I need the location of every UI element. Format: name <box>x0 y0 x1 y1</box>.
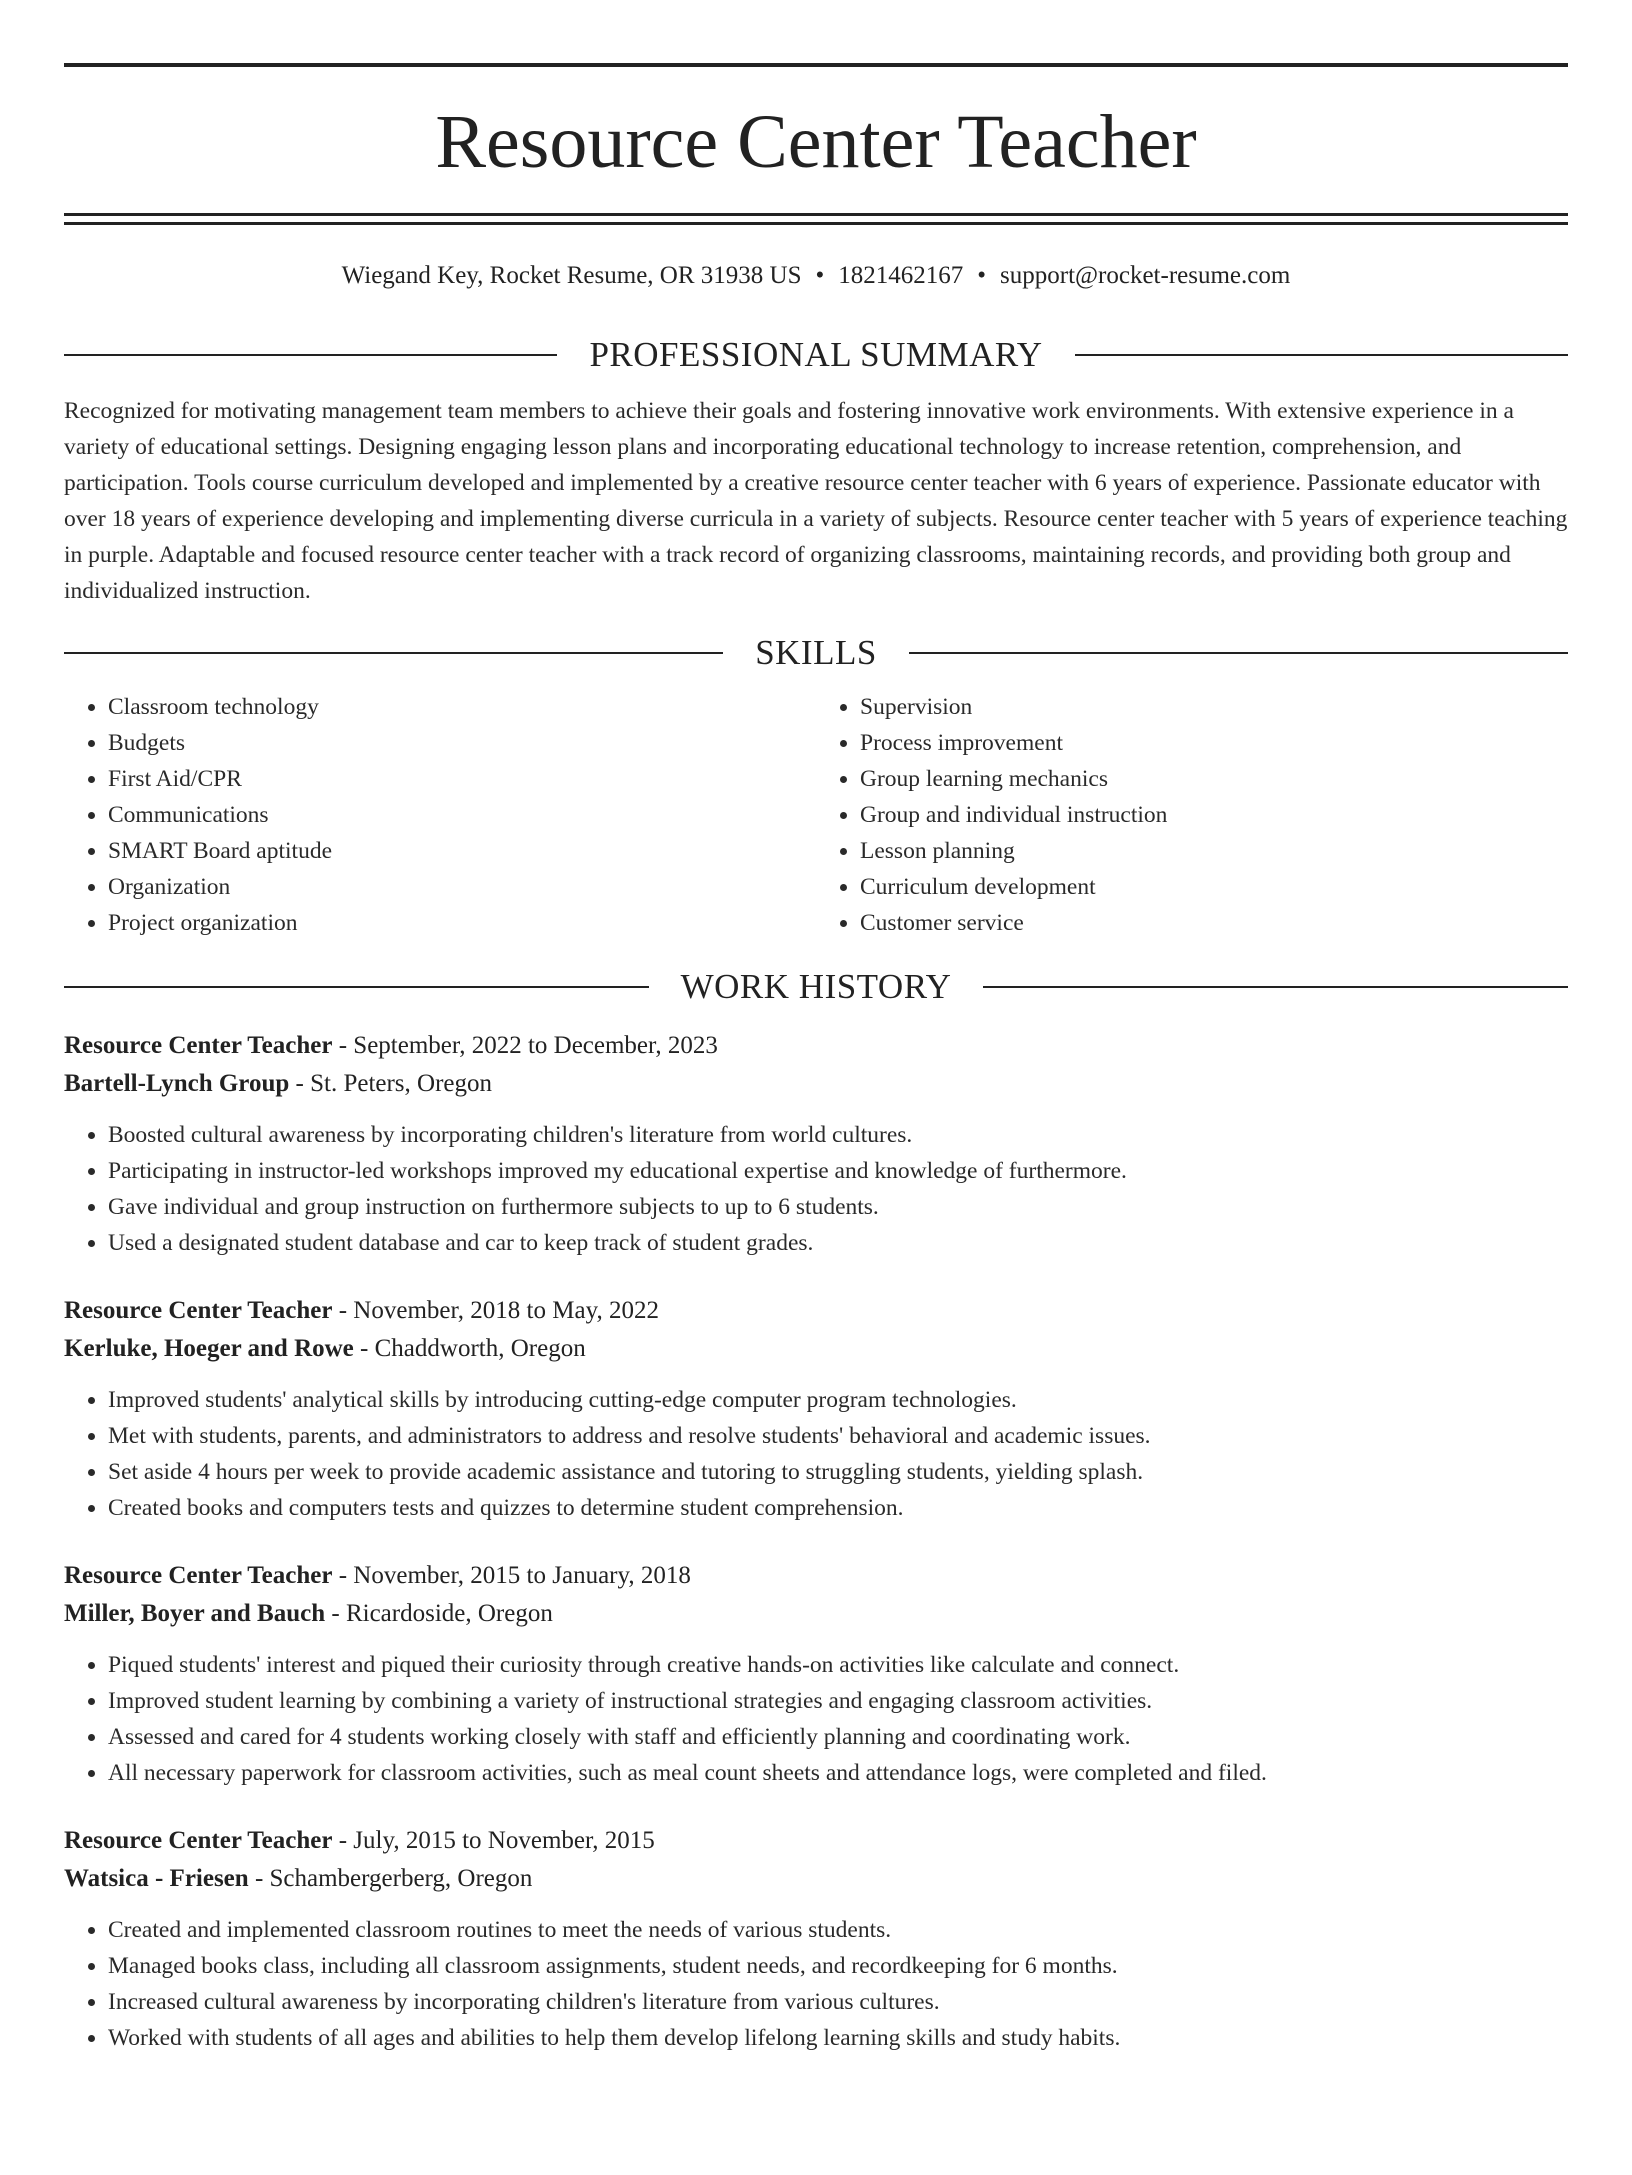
job-bullet-list <box>64 1117 1568 1261</box>
job-title-line <box>64 1557 1568 1595</box>
skill-item: • Process improvement <box>860 725 1568 761</box>
job-company: Miller, Boyer and Bauch <box>64 1600 326 1627</box>
resume-title: Resource Center Teacher <box>435 100 1197 184</box>
job-bullet-list <box>64 1912 1568 2056</box>
job-bullet: • Created and implemented classroom routines to meet the needs of various students. <box>108 1912 1568 1948</box>
skill-item: • Lesson planning <box>860 833 1568 869</box>
job-company: Watsica - Friesen <box>64 1865 249 1892</box>
section-title-skills: SKILLS <box>755 633 877 672</box>
job-entry <box>64 1027 1568 1261</box>
job-bullet: • Piqued students' interest and piqued their curiosity through creative hands-on activities like calculate and connect. <box>108 1647 1568 1683</box>
job-bullet: • Managed books class, including all classroom assignments, student needs, and recordkeeping for 6 months. <box>108 1948 1568 1984</box>
job-company-line <box>64 1065 1568 1103</box>
section-rule-left <box>64 652 723 654</box>
section-header-work <box>64 967 1568 1007</box>
job-dates: - November, 2015 to January, 2018 <box>332 1562 691 1589</box>
resume-page <box>0 63 1632 2175</box>
job-dates: - July, 2015 to November, 2015 <box>332 1827 655 1854</box>
contact-email: support@rocket-resume.com <box>1000 262 1291 289</box>
summary-text: Recognized for motivating management team members to achieve their goals and fostering innovative work environments. With extensive experience in a variety of educational settings. Designing engaging lesson plans and incorporating educational technology to increase retention, comprehension, and participation. Tools course curriculum developed and implemented by a creative resource center teacher with 6 years of experience. Passionate educator with over 18 years of experience developing and implementing diverse curricula in a variety of subjects. Resource center teacher with 5 years of experience teaching in purple. Adaptable and focused resource center teacher with a track record of organizing classrooms, maintaining records, and providing both group and individualized instruction. <box>64 398 1568 604</box>
skill-item: • Curriculum development <box>860 869 1568 905</box>
job-location: - Chaddworth, Oregon <box>353 1335 586 1362</box>
contact-separator: • <box>815 262 825 289</box>
job-title: Resource Center Teacher <box>64 1562 333 1589</box>
job-dates: - September, 2022 to December, 2023 <box>332 1032 718 1059</box>
section-rule-left <box>64 354 557 356</box>
job-bullet: • Boosted cultural awareness by incorporating children's literature from world cultures. <box>108 1117 1568 1153</box>
skill-item: • Organization <box>108 869 816 905</box>
skill-item: • Group and individual instruction <box>860 797 1568 833</box>
skill-item: • Budgets <box>108 725 816 761</box>
section-rule-right <box>1075 354 1568 356</box>
skill-item: • First Aid/CPR <box>108 761 816 797</box>
job-location: - St. Peters, Oregon <box>289 1070 493 1097</box>
skill-item: • SMART Board aptitude <box>108 833 816 869</box>
section-header-summary <box>64 335 1568 375</box>
job-bullet-list <box>64 1382 1568 1526</box>
job-company-line <box>64 1860 1568 1898</box>
job-entry <box>64 1822 1568 2056</box>
skill-item: • Customer service <box>860 905 1568 941</box>
skills-list-left <box>64 689 816 941</box>
section-rule-right <box>909 652 1568 654</box>
job-bullet: • Improved students' analytical skills by introducing cutting-edge computer program technologies. <box>108 1382 1568 1418</box>
contact-address: Wiegand Key, Rocket Resume, OR 31938 US <box>341 262 802 289</box>
job-dates: - November, 2018 to May, 2022 <box>332 1297 659 1324</box>
job-bullet: • Increased cultural awareness by incorporating children's literature from various cultures. <box>108 1984 1568 2020</box>
job-company: Kerluke, Hoeger and Rowe <box>64 1335 354 1362</box>
job-entry <box>64 1292 1568 1526</box>
skill-item: • Project organization <box>108 905 816 941</box>
job-bullet: • Gave individual and group instruction on furthermore subjects to up to 6 students. <box>108 1189 1568 1225</box>
skill-item: • Group learning mechanics <box>860 761 1568 797</box>
top-rule <box>64 63 1568 67</box>
skills-list-right <box>816 689 1568 941</box>
job-bullet: • Used a designated student database and car to keep track of student grades. <box>108 1225 1568 1261</box>
contact-line <box>64 261 1568 291</box>
section-header-skills <box>64 633 1568 673</box>
job-bullet-list <box>64 1647 1568 1791</box>
skill-item: • Supervision <box>860 689 1568 725</box>
job-title-line <box>64 1292 1568 1330</box>
skill-item: • Classroom technology <box>108 689 816 725</box>
skill-item: • Communications <box>108 797 816 833</box>
job-company-line <box>64 1595 1568 1633</box>
section-rule-left <box>64 986 649 988</box>
contact-phone: 1821462167 <box>838 262 964 289</box>
job-location: - Ricardoside, Oregon <box>325 1600 553 1627</box>
job-title-line <box>64 1822 1568 1860</box>
job-title: Resource Center Teacher <box>64 1297 333 1324</box>
job-title: Resource Center Teacher <box>64 1032 333 1059</box>
skills-columns <box>64 689 1568 941</box>
section-rule-right <box>983 986 1568 988</box>
job-title: Resource Center Teacher <box>64 1827 333 1854</box>
title-double-rule <box>64 213 1568 225</box>
job-company-line <box>64 1330 1568 1368</box>
job-company: Bartell-Lynch Group <box>64 1070 290 1097</box>
job-bullet: • Created books and computers tests and quizzes to determine student comprehension. <box>108 1490 1568 1526</box>
job-bullet: • Met with students, parents, and administrators to address and resolve students' behavioral and academic issues. <box>108 1418 1568 1454</box>
contact-separator: • <box>977 262 987 289</box>
section-title-work: WORK HISTORY <box>680 967 952 1006</box>
job-bullet: • Worked with students of all ages and abilities to help them develop lifelong learning skills and study habits. <box>108 2020 1568 2056</box>
job-bullet: • Improved student learning by combining a variety of instructional strategies and engaging classroom activities. <box>108 1683 1568 1719</box>
section-title-summary: PROFESSIONAL SUMMARY <box>589 335 1043 374</box>
job-entry <box>64 1557 1568 1791</box>
job-bullet: • Set aside 4 hours per week to provide academic assistance and tutoring to struggling students, yielding splash. <box>108 1454 1568 1490</box>
job-bullet: • Assessed and cared for 4 students working closely with staff and efficiently planning and coordinating work. <box>108 1719 1568 1755</box>
job-location: - Schambergerberg, Oregon <box>248 1865 533 1892</box>
job-bullet: • All necessary paperwork for classroom activities, such as meal count sheets and attendance logs, were completed and filed. <box>108 1755 1568 1791</box>
job-bullet: • Participating in instructor-led workshops improved my educational expertise and knowledge of furthermore. <box>108 1153 1568 1189</box>
job-title-line <box>64 1027 1568 1065</box>
